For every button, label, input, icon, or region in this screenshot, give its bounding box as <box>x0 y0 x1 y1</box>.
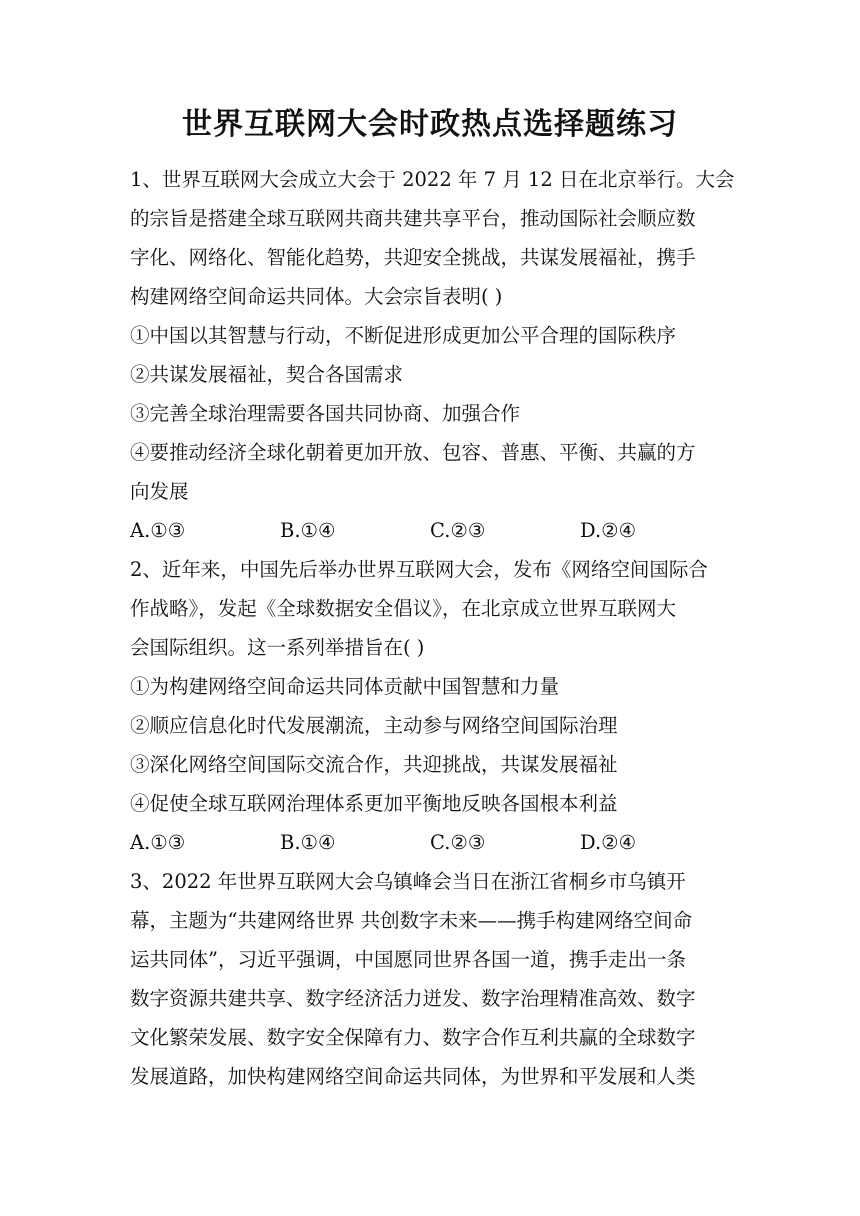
answer-options <box>130 823 730 862</box>
question-stem-line: 的宗旨是搭建全球互联网共商共建共享平台，推动国际社会顺应数 <box>130 207 696 230</box>
question-stem-line: 数字资源共建共享、数字经济活力迸发、数字治理精准高效、数字 <box>130 987 696 1010</box>
question-stem-line: 作战略》，发起《全球数据安全倡议》，在北京成立世界互联网大 <box>130 597 677 620</box>
question-3 <box>130 862 730 1096</box>
option-b: B.①④ <box>280 519 336 542</box>
statement-item: ②顺应信息化时代发展潮流，主动参与网络空间国际治理 <box>130 714 618 737</box>
option-d: D.②④ <box>580 831 637 854</box>
question-stem-line: 3、2022 年世界互联网大会乌镇峰会当日在浙江省桐乡市乌镇开 <box>130 870 686 893</box>
question-stem-line: 文化繁荣发展、数字安全保障有力、数字合作互利共赢的全球数字 <box>130 1026 696 1049</box>
document-body <box>130 160 735 1096</box>
statement-item: ①中国以其智慧与行动，不断促进形成更加公平合理的国际秩序 <box>130 324 677 347</box>
option-c: C.②③ <box>430 519 486 542</box>
page-title: 世界互联网大会时政热点选择题练习 <box>182 107 678 142</box>
question-stem-line: 会国际组织。这一系列举措旨在( ) <box>130 636 425 659</box>
question-stem-line: 运共同体”，习近平强调，中国愿同世界各国一道，携手走出一条 <box>130 948 686 971</box>
option-d: D.②④ <box>580 519 637 542</box>
statement-item: ③深化网络空间国际交流合作，共迎挑战，共谋发展福祉 <box>130 753 618 776</box>
statement-item: ③完善全球治理需要各国共同协商、加强合作 <box>130 402 521 425</box>
option-b: B.①④ <box>280 831 336 854</box>
option-a: A.①③ <box>130 519 186 542</box>
question-stem-line: 1、世界互联网大会成立大会于 2022 年 7 月 12 日在北京举行。大会 <box>130 168 735 191</box>
question-1 <box>130 160 735 550</box>
question-stem-line: 2、近年来，中国先后举办世界互联网大会，发布《网络空间国际合 <box>130 558 708 581</box>
question-2 <box>130 550 730 862</box>
question-stem-line: 发展道路，加快构建网络空间命运共同体，为世界和平发展和人类 <box>130 1065 696 1088</box>
option-a: A.①③ <box>130 831 186 854</box>
statement-item: 向发展 <box>130 480 189 503</box>
answer-options <box>130 511 730 550</box>
question-stem-line: 幕，主题为“共建网络世界 共创数字未来——携手构建网络空间命 <box>130 909 693 932</box>
question-stem-line: 构建网络空间命运共同体。大会宗旨表明( ) <box>130 285 503 308</box>
question-stem-line: 字化、网络化、智能化趋势，共迎安全挑战，共谋发展福祉，携手 <box>130 246 696 269</box>
statement-item: ④要推动经济全球化朝着更加开放、包容、普惠、平衡、共赢的方 <box>130 441 696 464</box>
statement-item: ②共谋发展福祉，契合各国需求 <box>130 363 404 386</box>
statement-item: ④促使全球互联网治理体系更加平衡地反映各国根本利益 <box>130 792 618 815</box>
statement-item: ①为构建网络空间命运共同体贡献中国智慧和力量 <box>130 675 560 698</box>
option-c: C.②③ <box>430 831 486 854</box>
